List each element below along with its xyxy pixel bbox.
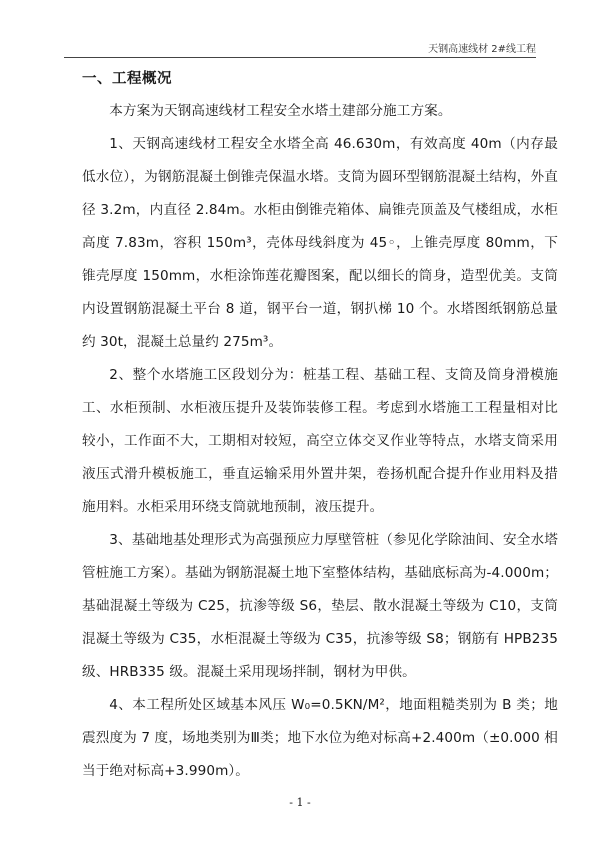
paragraph-1: 1、天钢高速线材工程安全水塔全高 46.630m，有效高度 40m（内存最低水位），为钢筋混凝土倒锥壳保温水塔。支筒为圆环型钢筋混凝土结构，外直径 3.2m，内直径 2.84m。水柜由倒锥壳箱体、扁锥壳顶盖及气楼组成，水柜高度 7.83m，容积 150m³，壳体母线斜度为 45◦，上锥壳厚度 80mm，下锥壳厚度 150mm，水柜涂饰莲花瓣图案，配以细长的筒身，造型优美。支筒内设置钢筋混凝土平台 8 道，钢平台一道，钢扒梯 10 个。水塔图纸钢筋总量约 30t，混凝土总量约 275m³。 <box>82 136 558 350</box>
header-divider <box>64 57 536 58</box>
header-title: 天钢高速线材 2#线工程 <box>428 44 536 55</box>
paragraph-3: 3、基础地基处理形式为高强预应力厚壁管桩（参见化学除油间、安全水塔管桩施工方案）。基础为钢筋混凝土地下室整体结构，基础底标高为-4.000m；基础混凝土等级为 C25，抗渗等级 S6，垫层、散水混凝土等级为 C10，支筒混凝土等级为 C35，水柜混凝土等级为 C35，抗渗等级 S8；钢筋有 HPB235 级、HRB335 级。混凝土采用现场拌制，钢材为甲供。 <box>82 532 558 680</box>
document-body <box>82 67 558 788</box>
paragraph-intro: 本方案为天钢高速线材工程安全水塔土建部分施工方案。 <box>109 103 452 119</box>
paragraph-4: 4、本工程所处区域基本风压 W₀=0.5KN/M²，地面粗糙类别为 B 类；地震烈度为 7 度，场地类别为Ⅲ类；地下水位为绝对标高+2.400m（±0.000 相当于绝对标高+3.990m）。 <box>82 697 558 779</box>
page-number: - 1 - <box>289 796 311 809</box>
section-heading: 一、工程概况 <box>82 71 172 87</box>
paragraph-2: 2、整个水塔施工区段划分为：桩基工程、基础工程、支筒及筒身滑模施工、水柜预制、水柜液压提升及装饰装修工程。考虑到水塔施工工程量相对比较小，工作面不大，工期相对较短，高空立体交叉作业等特点，水塔支筒采用液压式滑升模板施工，垂直运输采用外置井架，卷扬机配合提升作业用料及措施用料。水柜采用环绕支筒就地预制，液压提升。 <box>82 367 558 515</box>
